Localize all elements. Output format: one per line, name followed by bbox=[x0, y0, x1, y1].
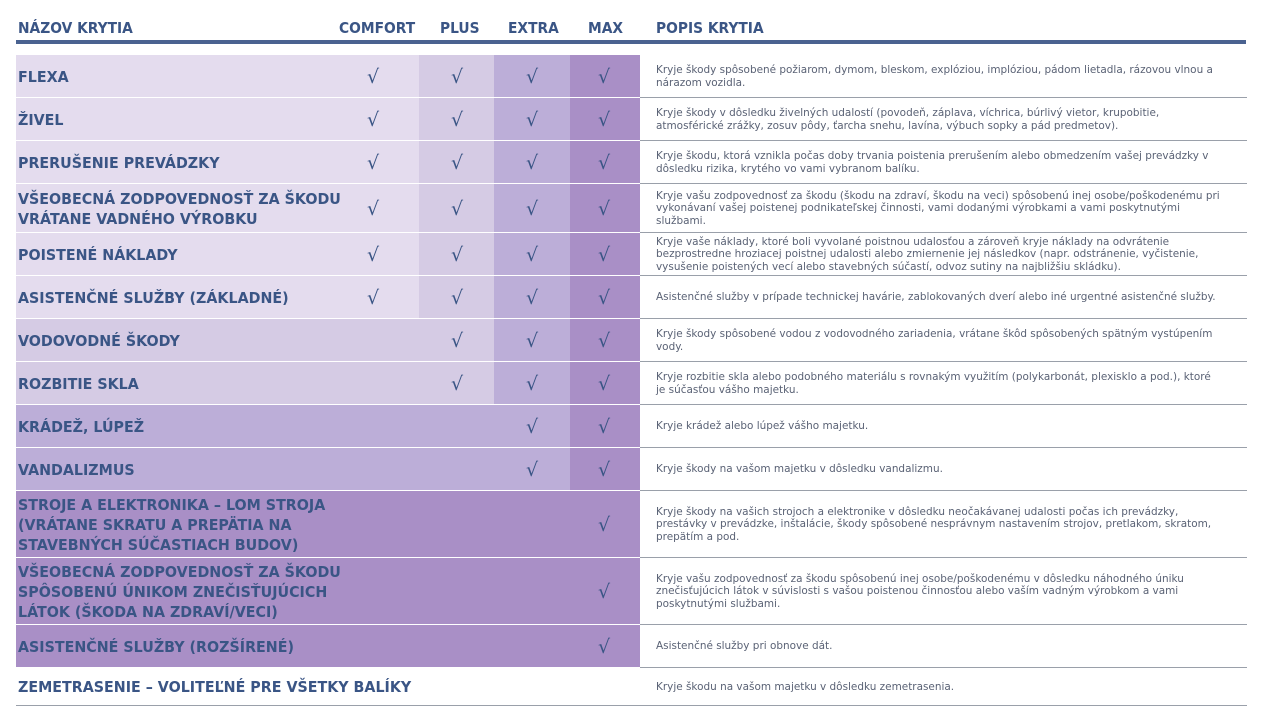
checkmark-icon: √ bbox=[526, 372, 539, 395]
checkmark-icon: √ bbox=[367, 197, 380, 220]
header-name: NÁZOV KRYTIA bbox=[18, 19, 133, 37]
checkmark-icon: √ bbox=[526, 286, 539, 309]
coverage-name-line: FLEXA bbox=[18, 67, 69, 86]
cell-plus bbox=[419, 558, 494, 625]
coverage-description: Kryje vaše náklady, ktoré boli vyvolané poistnou udalosťou a zároveň kryje náklady na odvrátenie bezprostredne hroziacej poistnej udalosti alebo zmiernenie jej následkov (napr. odstránenie, vyčistenie, vysušenie poistených vecí alebo stavebných súčastí, odvoz sutiny na najbližšiu skládku). bbox=[656, 234, 1199, 273]
cell-comfort bbox=[340, 141, 419, 184]
cell-comfort bbox=[340, 319, 419, 362]
checkmark-icon: √ bbox=[598, 197, 611, 220]
coverage-name-line: KRÁDEŽ, LÚPEŽ bbox=[18, 417, 145, 436]
checkmark-icon: √ bbox=[526, 243, 539, 266]
coverage-name-line: ZEMETRASENIE – VOLITEĽNÉ PRE VŠETKY BALÍKY bbox=[18, 678, 412, 696]
checkmark-icon: √ bbox=[367, 286, 380, 309]
table-row bbox=[0, 668, 1263, 706]
header-description: POPIS KRYTIA bbox=[656, 19, 764, 37]
row-divider-left bbox=[16, 705, 640, 706]
coverage-name-line: STROJE A ELEKTRONIKA – LOM STROJA bbox=[18, 495, 326, 514]
coverage-name bbox=[18, 331, 180, 351]
coverage-name bbox=[18, 495, 325, 555]
checkmark-icon: √ bbox=[367, 151, 380, 174]
checkmark-icon: √ bbox=[526, 108, 539, 131]
cell-extra bbox=[494, 625, 570, 668]
table-row bbox=[0, 362, 1263, 405]
coverage-name bbox=[18, 110, 64, 130]
coverage-description: Kryje vašu zodpovednosť za škodu (škodu na zdraví, škodu na veci) spôsobenú inej osobe/poškodenému pri vykonávaní vašej poistenej podnikateľskej činnosti, vami dodanými výrobkami a vami poskytnutými službami. bbox=[656, 188, 1220, 227]
cell-comfort bbox=[340, 405, 419, 448]
cell-plus bbox=[419, 491, 494, 558]
table-header bbox=[0, 0, 1263, 42]
coverage-name bbox=[18, 460, 135, 480]
checkmark-icon: √ bbox=[526, 197, 539, 220]
coverage-name-line: ŽIVEL bbox=[18, 110, 64, 129]
header-max: MAX bbox=[588, 19, 624, 37]
cell-comfort bbox=[340, 362, 419, 405]
coverage-name-line: LÁTOK (ŠKODA NA ZDRAVÍ/VECI) bbox=[18, 602, 278, 621]
cell-max bbox=[570, 668, 640, 706]
coverage-name-line: VRÁTANE VADNÉHO VÝROBKU bbox=[18, 209, 258, 228]
header-extra: EXTRA bbox=[508, 19, 559, 37]
checkmark-icon: √ bbox=[451, 108, 464, 131]
checkmark-icon: √ bbox=[598, 286, 611, 309]
coverage-description: Kryje škody na vašich strojoch a elektronike v dôsledku neočakávanej udalosti počas ich prevádzky, prestávky v prevádzke, inštalácie, škody spôsobené nesprávnym nastavením strojov, pretlakom, skratom, prepätím a pod. bbox=[656, 504, 1212, 543]
table-row bbox=[0, 491, 1263, 558]
checkmark-icon: √ bbox=[367, 65, 380, 88]
cell-extra bbox=[494, 668, 570, 706]
coverage-description: Kryje krádež alebo lúpež vášho majetku. bbox=[656, 419, 869, 432]
header-comfort: COMFORT bbox=[339, 19, 416, 37]
cell-extra bbox=[494, 491, 570, 558]
header-divider bbox=[16, 40, 1246, 44]
checkmark-icon: √ bbox=[598, 372, 611, 395]
table-row bbox=[0, 55, 1263, 98]
checkmark-icon: √ bbox=[451, 197, 464, 220]
table-row bbox=[0, 558, 1263, 625]
coverage-name bbox=[18, 637, 294, 657]
checkmark-icon: √ bbox=[451, 329, 464, 352]
coverage-description: Kryje škody na vašom majetku v dôsledku vandalizmu. bbox=[656, 462, 943, 475]
coverage-name bbox=[18, 189, 341, 229]
table-row bbox=[0, 276, 1263, 319]
coverage-name-line: ASISTENČNÉ SLUŽBY (ZÁKLADNÉ) bbox=[18, 288, 289, 307]
table-row bbox=[0, 233, 1263, 276]
coverage-name-line: PRERUŠENIE PREVÁDZKY bbox=[18, 153, 220, 172]
coverage-description: Kryje škodu, ktorá vznikla počas doby trvania poistenia prerušením alebo obmedzením vašej prevádzky v dôsledku rizika, krytého vo vami vybranom balíku. bbox=[656, 149, 1209, 175]
coverage-description: Kryje vašu zodpovednosť za škodu spôsobenú inej osobe/poškodenému v dôsledku náhodného úniku znečisťujúcich látok v súvislosti s vašou poistenou činnosťou alebo vaším vadným výrobkom a vami poskytnutými službami. bbox=[656, 571, 1184, 610]
coverage-name bbox=[18, 562, 341, 622]
coverage-name-line: STAVEBNÝCH SÚČASTIACH BUDOV) bbox=[18, 535, 299, 554]
checkmark-icon: √ bbox=[367, 243, 380, 266]
coverage-name-line: ASISTENČNÉ SLUŽBY (ROZŠÍRENÉ) bbox=[18, 637, 294, 656]
coverage-name-line: VŠEOBECNÁ ZODPOVEDNOSŤ ZA ŠKODU bbox=[18, 189, 341, 208]
table-row bbox=[0, 448, 1263, 491]
coverage-name-line: ROZBITIE SKLA bbox=[18, 374, 139, 393]
checkmark-icon: √ bbox=[598, 458, 611, 481]
table-row bbox=[0, 319, 1263, 362]
cell-comfort bbox=[340, 276, 419, 319]
checkmark-icon: √ bbox=[598, 635, 611, 658]
coverage-name bbox=[18, 245, 178, 265]
coverage-description: Asistenčné služby v prípade technickej havárie, zablokovaných dverí alebo iné urgentné asistenčné služby. bbox=[656, 290, 1216, 303]
coverage-name bbox=[18, 677, 411, 697]
coverage-name-line: VODOVODNÉ ŠKODY bbox=[18, 331, 180, 350]
cell-plus bbox=[419, 668, 494, 706]
coverage-name bbox=[18, 374, 139, 394]
cell-plus bbox=[419, 625, 494, 668]
table-row bbox=[0, 405, 1263, 448]
cell-extra bbox=[494, 558, 570, 625]
header-plus: PLUS bbox=[440, 19, 480, 37]
checkmark-icon: √ bbox=[598, 243, 611, 266]
checkmark-icon: √ bbox=[367, 108, 380, 131]
cell-comfort bbox=[340, 55, 419, 98]
checkmark-icon: √ bbox=[451, 243, 464, 266]
checkmark-icon: √ bbox=[598, 65, 611, 88]
table-row bbox=[0, 141, 1263, 184]
checkmark-icon: √ bbox=[598, 108, 611, 131]
coverage-name-line: VŠEOBECNÁ ZODPOVEDNOSŤ ZA ŠKODU bbox=[18, 562, 341, 581]
row-name-background bbox=[16, 98, 340, 141]
checkmark-icon: √ bbox=[598, 513, 611, 536]
checkmark-icon: √ bbox=[526, 458, 539, 481]
row-divider bbox=[640, 705, 1247, 706]
coverage-name bbox=[18, 417, 144, 437]
checkmark-icon: √ bbox=[451, 151, 464, 174]
checkmark-icon: √ bbox=[451, 286, 464, 309]
coverage-name bbox=[18, 288, 289, 308]
cell-comfort bbox=[340, 233, 419, 276]
checkmark-icon: √ bbox=[598, 580, 611, 603]
table-row bbox=[0, 625, 1263, 668]
cell-plus bbox=[419, 405, 494, 448]
checkmark-icon: √ bbox=[526, 415, 539, 438]
coverage-name-line: (VRÁTANE SKRATU A PREPÄTIA NA bbox=[18, 515, 292, 534]
coverage-name-line: POISTENÉ NÁKLADY bbox=[18, 245, 178, 264]
coverage-description: Kryje rozbitie skla alebo podobného materiálu s rovnakým využitím (polykarbonát, plexisklo a pod.), ktoré je súčasťou vášho majetku. bbox=[656, 370, 1211, 396]
cell-comfort bbox=[340, 625, 419, 668]
coverage-description: Kryje škody spôsobené požiarom, dymom, bleskom, explóziou, implóziou, pádom lietadla, rázovou vlnou a nárazom vozidla. bbox=[656, 63, 1213, 89]
cell-plus bbox=[419, 448, 494, 491]
coverage-description: Kryje škody v dôsledku živelných udalostí (povodeň, záplava, víchrica, búrlivý vietor, krupobitie, atmosférické zrážky, zosuv pôdy, ťarcha snehu, lavína, výbuch sopky a pád predmetov). bbox=[656, 106, 1160, 132]
table-row bbox=[0, 98, 1263, 141]
coverage-description: Asistenčné služby pri obnove dát. bbox=[656, 639, 833, 652]
cell-comfort bbox=[340, 98, 419, 141]
coverage-name-line: VANDALIZMUS bbox=[18, 460, 135, 479]
cell-comfort bbox=[340, 558, 419, 625]
table-row bbox=[0, 184, 1263, 233]
checkmark-icon: √ bbox=[451, 65, 464, 88]
coverage-name bbox=[18, 153, 220, 173]
checkmark-icon: √ bbox=[526, 329, 539, 352]
checkmark-icon: √ bbox=[598, 415, 611, 438]
cell-comfort bbox=[340, 448, 419, 491]
coverage-name bbox=[18, 67, 69, 87]
coverage-description: Kryje škody spôsobené vodou z vodovodného zariadenia, vrátane škôd spôsobených spätným vystúpením vody. bbox=[656, 327, 1213, 353]
checkmark-icon: √ bbox=[598, 329, 611, 352]
coverage-name-line: SPÔSOBENÚ ÚNIKOM ZNEČISŤUJÚCICH bbox=[18, 582, 328, 601]
checkmark-icon: √ bbox=[598, 151, 611, 174]
checkmark-icon: √ bbox=[526, 151, 539, 174]
checkmark-icon: √ bbox=[451, 372, 464, 395]
checkmark-icon: √ bbox=[526, 65, 539, 88]
cell-comfort bbox=[340, 491, 419, 558]
coverage-description: Kryje škodu na vašom majetku v dôsledku zemetrasenia. bbox=[656, 679, 955, 693]
cell-comfort bbox=[340, 184, 419, 233]
